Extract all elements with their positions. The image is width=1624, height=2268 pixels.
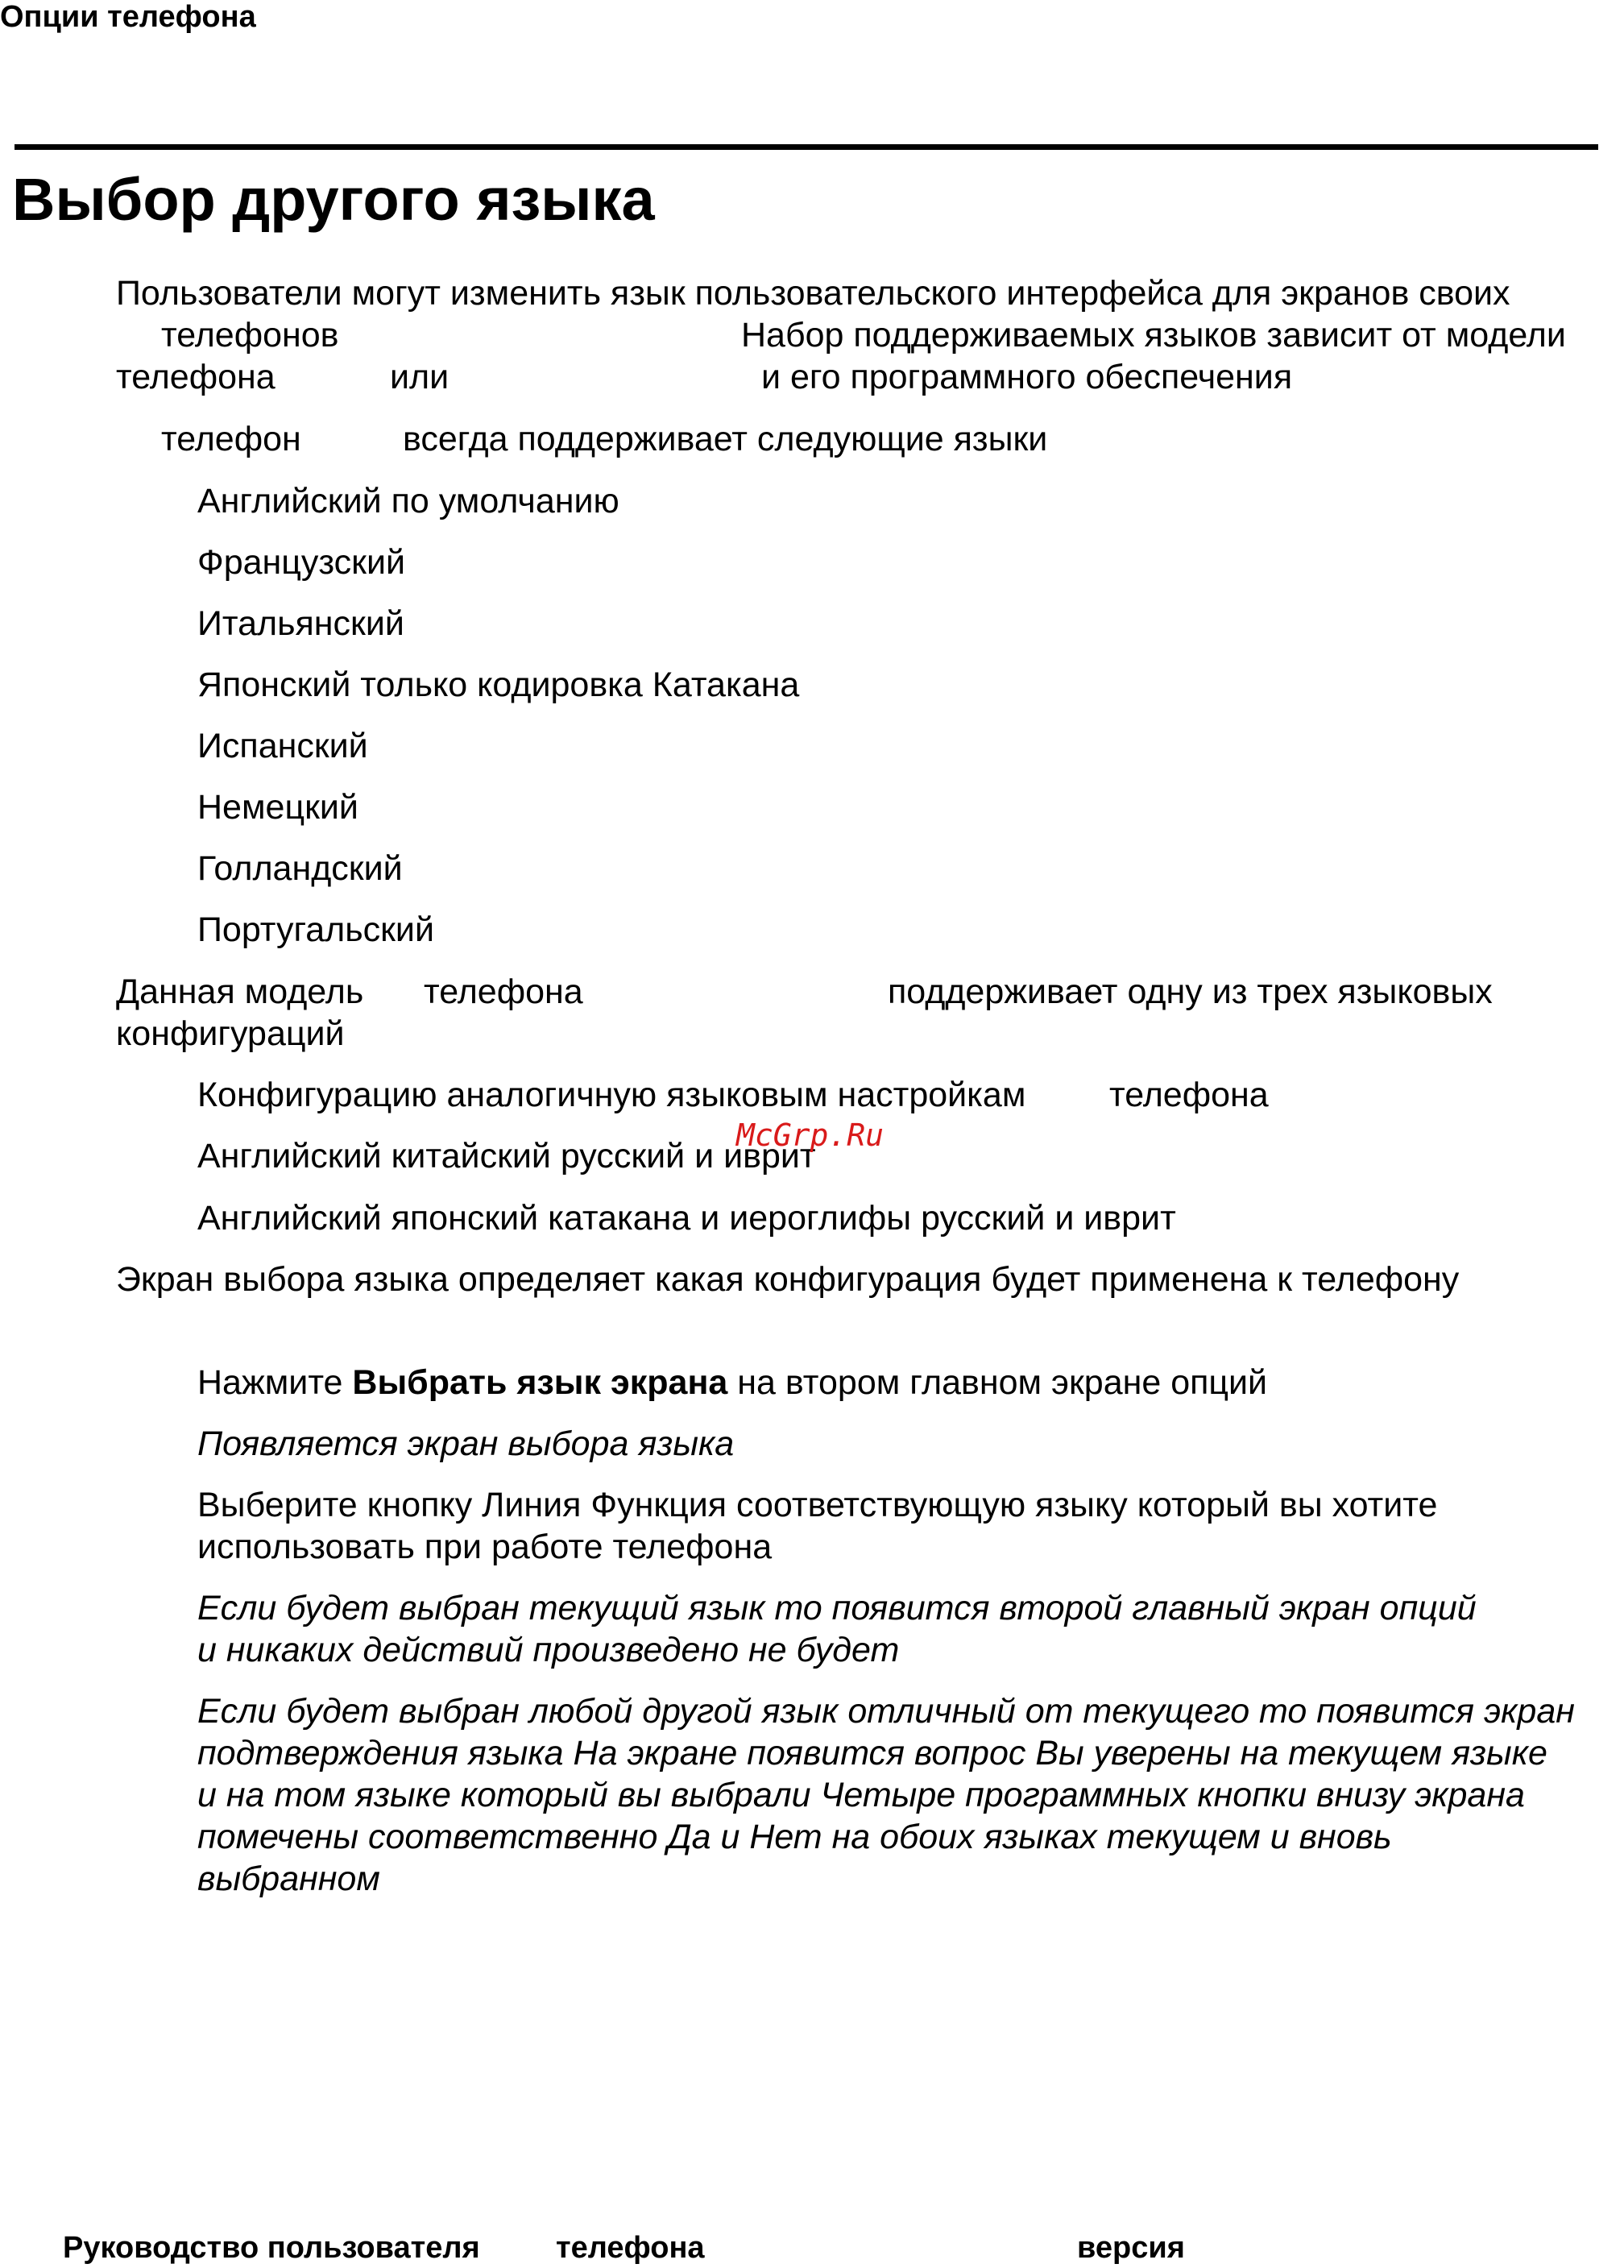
model-text-d: конфигураций xyxy=(116,1014,345,1053)
step-1-result: Появляется экран выбора языка xyxy=(197,1424,735,1463)
model-text-c: поддерживает одну из трех языковых xyxy=(888,972,1493,1011)
footer-phone: телефона xyxy=(556,2231,705,2265)
language-item: Итальянский xyxy=(197,604,404,643)
model-text-a: Данная модель xyxy=(116,972,364,1011)
footer-version: версия xyxy=(1077,2231,1185,2265)
config-item-1-phone: телефона xyxy=(1109,1076,1269,1114)
step-2-line-1: Выберите кнопку Линия Функция соответствующую языку который вы хотите xyxy=(197,1486,1438,1524)
step-1 xyxy=(197,1362,1267,1404)
page-title: Выбор другого языка xyxy=(12,166,655,233)
step-1-post: на втором главном экране опций xyxy=(727,1363,1268,1402)
intro-line-1: Пользователи могут изменить язык пользовательского интерфейса для экранов своих xyxy=(116,274,1510,313)
header-rule xyxy=(14,144,1598,150)
step-1-pre: Нажмите xyxy=(197,1363,353,1402)
language-item: Японский только кодировка Катакана xyxy=(197,665,800,704)
language-item: Немецкий xyxy=(197,788,358,827)
intro-line-3c: и его программного обеспечения xyxy=(761,358,1293,396)
step-2-line-2: использовать при работе телефона xyxy=(197,1528,773,1566)
language-item: Голландский xyxy=(197,849,403,888)
intro-line-3a: телефона xyxy=(116,358,276,396)
intro-line-2b: Набор поддерживаемых языков зависит от модели xyxy=(741,316,1566,355)
result-2-line-3: и на том языке который вы выбрали Четыре программных кнопки внизу экрана xyxy=(197,1776,1525,1814)
language-item: Португальский xyxy=(197,910,434,949)
step-1-bold: Выбрать язык экрана xyxy=(352,1363,728,1402)
intro-line-2a: телефонов xyxy=(161,316,339,355)
footer-guide: Руководство пользователя xyxy=(63,2231,480,2265)
result-1-line-2: и никаких действий произведено не будет xyxy=(197,1631,900,1669)
config-item-3: Английский японский катакана и иероглифы русский и иврит xyxy=(197,1199,1176,1238)
model-text-b: телефона xyxy=(424,972,583,1011)
language-item: Испанский xyxy=(197,727,368,765)
result-2-line-5: выбранном xyxy=(197,1860,380,1898)
intro-line-3b: или xyxy=(390,358,450,396)
supports-text: всегда поддерживает следующие языки xyxy=(403,420,1048,458)
watermark: McGrp.Ru xyxy=(736,1117,884,1153)
page-header-section: Опции телефона xyxy=(0,0,256,34)
result-1-line-1: Если будет выбран текущий язык то появится второй главный экран опций xyxy=(197,1589,1477,1627)
language-item: Французский xyxy=(197,543,405,582)
result-2-line-2: подтверждения языка На экране появится вопрос Вы уверены на текущем языке xyxy=(197,1734,1547,1773)
supports-phone: телефон xyxy=(161,420,301,458)
result-2-line-4: помечены соответственно Да и Нет на обоих языках текущем и вновь xyxy=(197,1818,1392,1856)
screen-note: Экран выбора языка определяет какая конфигурация будет применена к телефону xyxy=(116,1260,1460,1299)
language-item: Английский по умолчанию xyxy=(197,482,619,520)
config-item-1: Конфигурацию аналогичную языковым настройкам xyxy=(197,1076,1026,1114)
result-2-line-1: Если будет выбран любой другой язык отличный от текущего то появится экран xyxy=(197,1692,1575,1731)
config-item-2: Английский китайский русский и иврит xyxy=(197,1137,816,1175)
